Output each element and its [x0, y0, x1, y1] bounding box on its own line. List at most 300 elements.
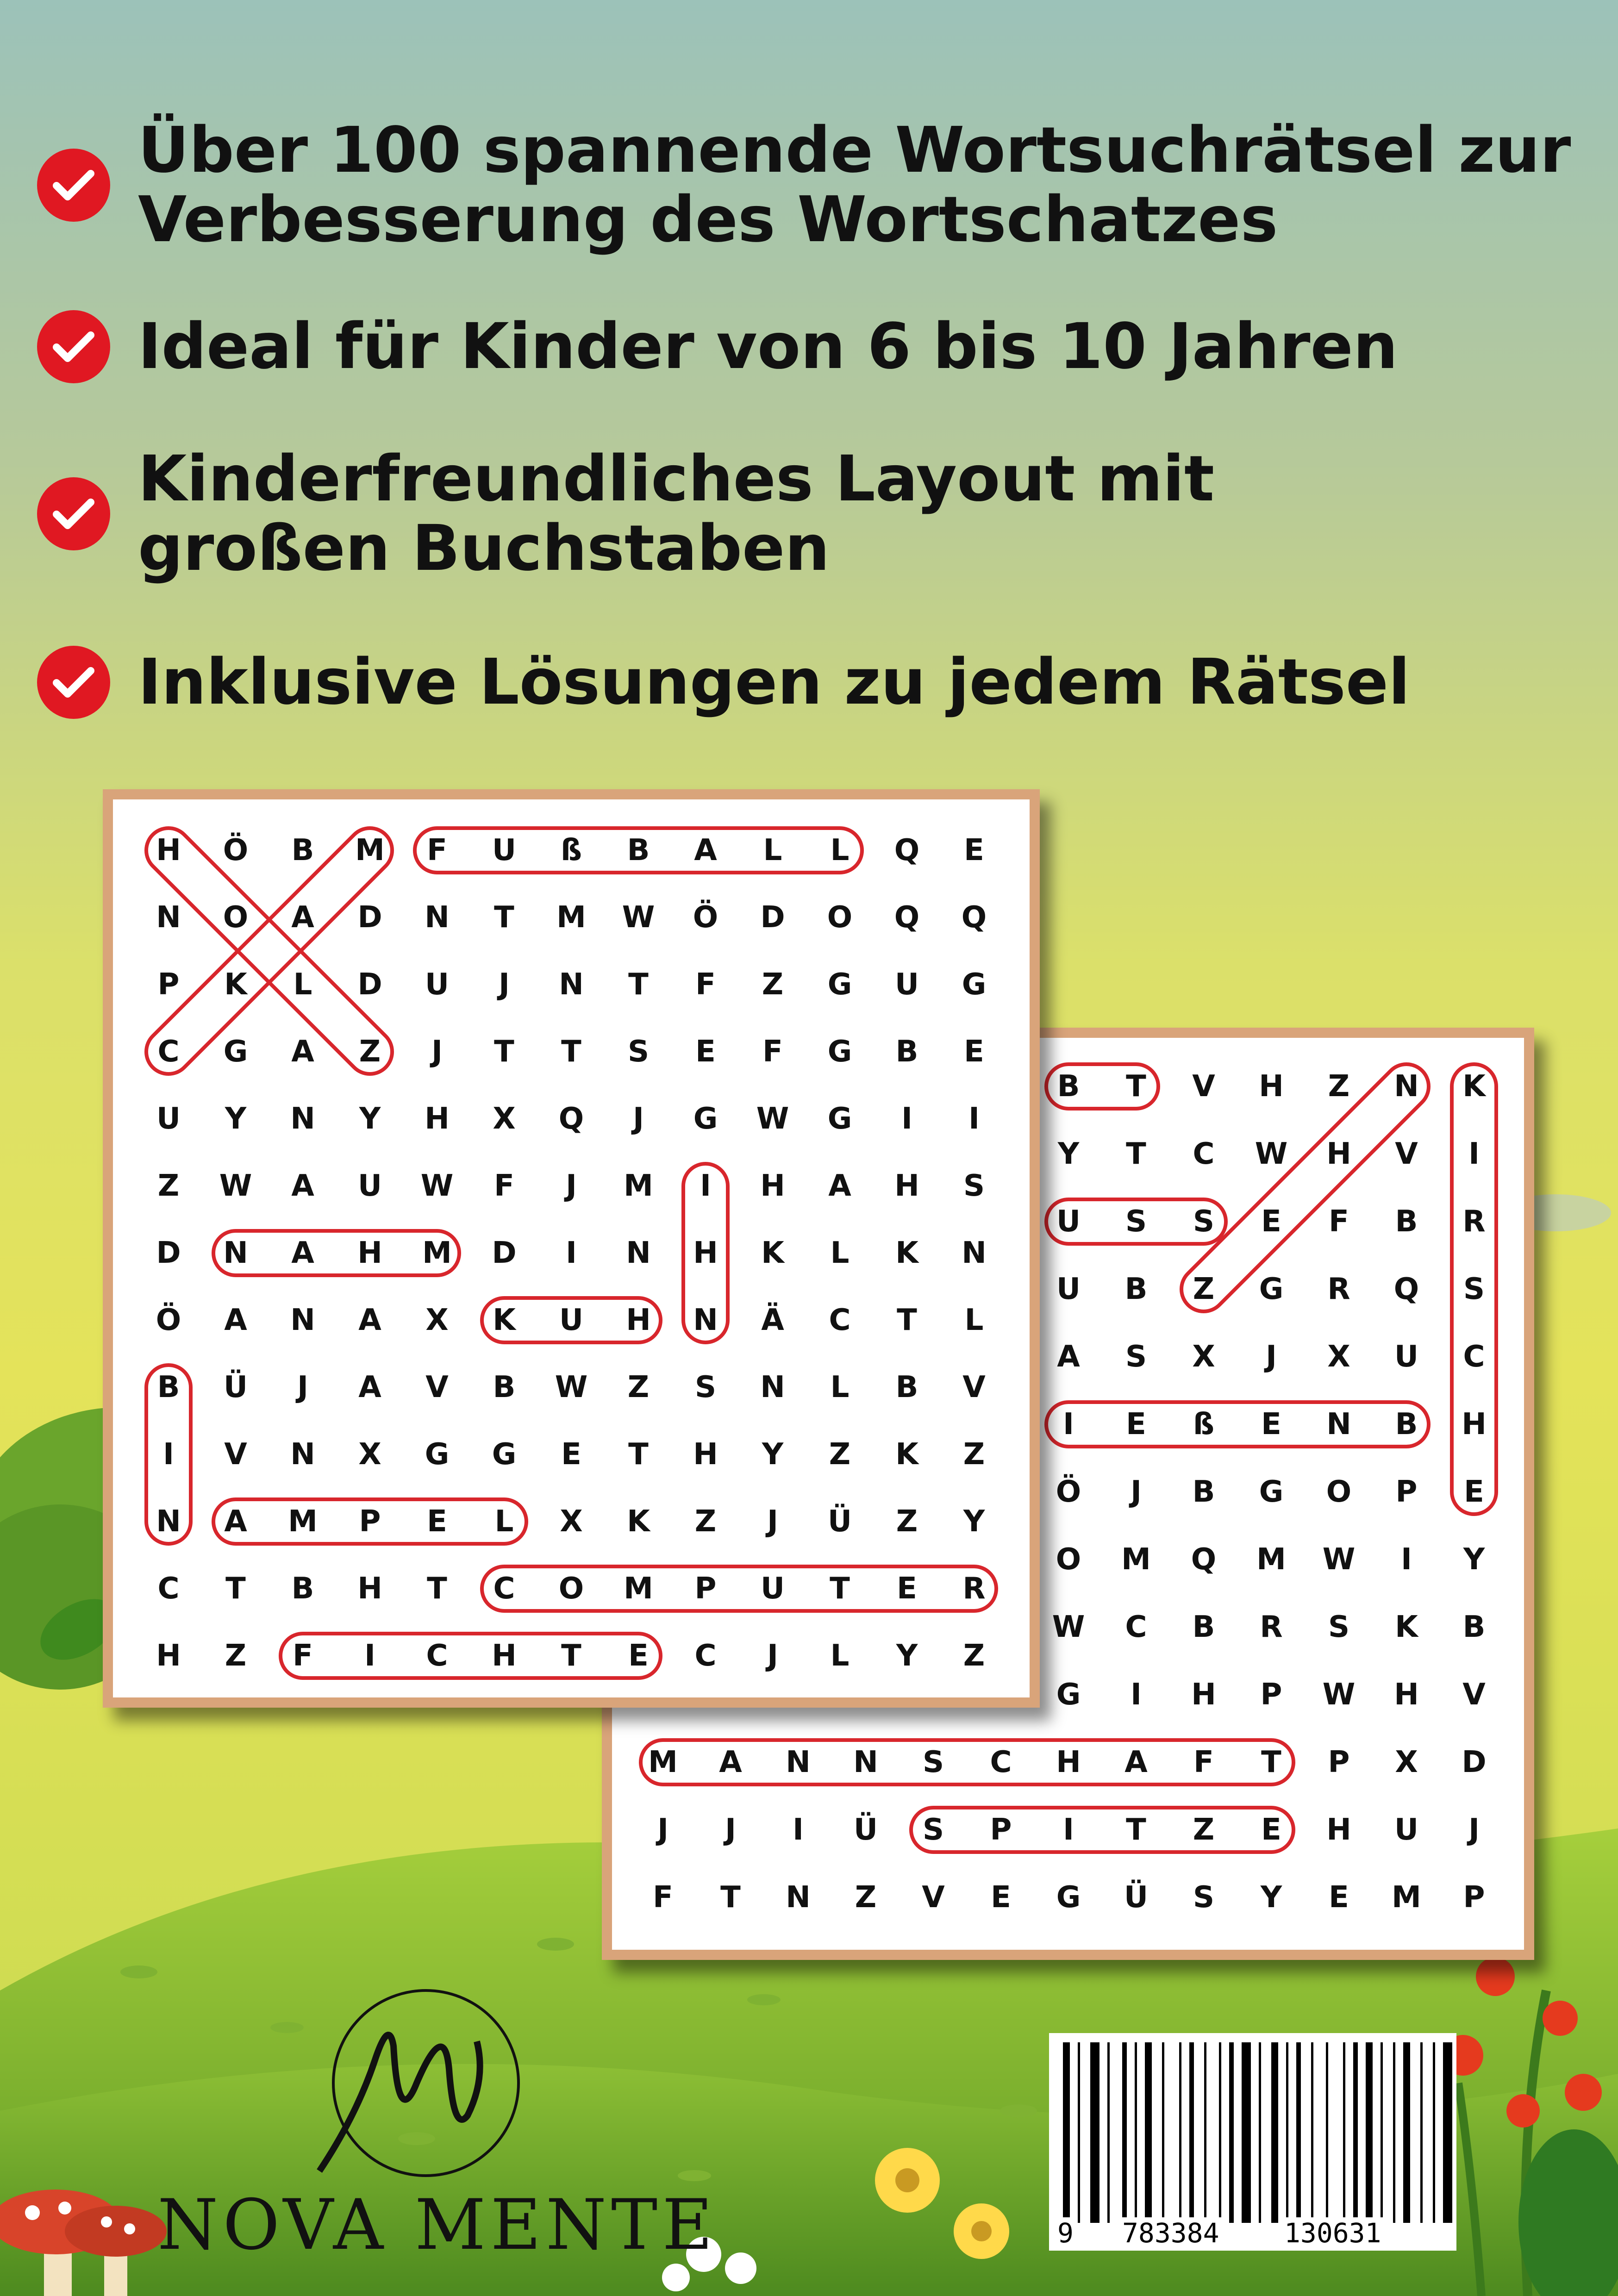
grid-letter: E	[1464, 1475, 1484, 1509]
grid-letter: E	[427, 1504, 447, 1539]
grid-letter: W	[622, 900, 655, 935]
barcode-bar	[1179, 2042, 1181, 2223]
grid-letter: Z	[896, 1504, 918, 1539]
grid-letter: R	[1260, 1610, 1283, 1644]
grid-letter: Z	[855, 1880, 877, 1915]
grid-letter: I	[1131, 1678, 1142, 1712]
grid-letter: V	[1192, 1069, 1215, 1104]
grid-letter: A	[291, 1169, 314, 1203]
grid-letter: O	[558, 1572, 584, 1606]
grid-letter: W	[219, 1169, 252, 1203]
grid-letter: F	[1193, 1745, 1214, 1779]
grid-letter: C	[157, 1035, 180, 1069]
grid-letter: G	[223, 1035, 248, 1069]
grid-letter: P	[694, 1572, 717, 1606]
grid-letter: N	[962, 1236, 987, 1270]
barcode-bar	[1219, 2042, 1221, 2223]
grid-letter: Z	[157, 1169, 180, 1203]
grid-letter: A	[358, 1370, 381, 1404]
grid-letter: B	[1462, 1610, 1486, 1644]
grid-letter: Ü	[224, 1370, 248, 1404]
grid-letter: U	[492, 833, 516, 867]
nova-mente-logo-icon	[301, 1977, 542, 2190]
grid-letter: E	[561, 1437, 581, 1472]
grid-letter: Ö	[223, 833, 249, 867]
grid-letter: F	[653, 1880, 673, 1915]
grid-letter: T	[561, 1639, 581, 1673]
grid-letter: T	[720, 1880, 741, 1915]
grid-letter: I	[968, 1102, 980, 1136]
grid-letter: N	[290, 1303, 315, 1337]
grid-letter: J	[1131, 1475, 1142, 1509]
grid-letter: T	[628, 967, 649, 1002]
grid-letter: G	[693, 1102, 718, 1136]
barcode-digit-prefix: 9	[1054, 2217, 1077, 2249]
grid-letter: G	[962, 967, 987, 1002]
grid-letter: T	[628, 1437, 649, 1472]
grid-letter: M	[1256, 1542, 1286, 1577]
grid-letter: N	[786, 1880, 811, 1915]
grid-letter: Z	[1328, 1069, 1350, 1104]
grid-letter: B	[1395, 1407, 1418, 1441]
grid-letter: P	[1395, 1475, 1418, 1509]
grid-letter: R	[1327, 1272, 1350, 1306]
barcode-bar	[1145, 2042, 1152, 2223]
grid-letter: N	[693, 1303, 718, 1337]
grid-letter: U	[358, 1169, 382, 1203]
grid-letter: S	[1125, 1340, 1147, 1374]
grid-letter: Q	[1393, 1272, 1419, 1306]
grid-letter: E	[1261, 1813, 1281, 1847]
grid-letter: P	[157, 967, 180, 1002]
grid-letter: B	[627, 833, 650, 867]
grid-letter: F	[695, 967, 716, 1002]
grid-letter: A	[694, 833, 717, 867]
barcode-bar	[1135, 2042, 1137, 2223]
feature-text: Ideal für Kinder von 6 bis 10 Jahren	[138, 310, 1398, 383]
barcode-bar	[1189, 2042, 1194, 2223]
grid-letter: J	[499, 967, 510, 1002]
grid-letter: M	[288, 1504, 318, 1539]
checkmark-icon	[37, 310, 110, 383]
grid-letter: E	[628, 1639, 649, 1673]
grid-letter: Z	[627, 1370, 650, 1404]
feature-text: Inklusive Lösungen zu jedem Rätsel	[138, 646, 1410, 719]
grid-letter: U	[1056, 1204, 1081, 1239]
grid-letter: H	[357, 1236, 382, 1270]
grid-letter: U	[1394, 1813, 1418, 1847]
barcode-bar	[1090, 2042, 1099, 2223]
grid-letter: N	[425, 900, 450, 935]
barcode-bar	[1259, 2042, 1261, 2223]
grid-letter: C	[493, 1572, 515, 1606]
grid-letter: I	[1063, 1813, 1074, 1847]
grid-letter: T	[494, 900, 514, 935]
grid-letter: E	[991, 1880, 1011, 1915]
grid-letter: W	[1052, 1610, 1085, 1644]
grid-letter: G	[827, 967, 852, 1002]
grid-letter: J	[297, 1370, 308, 1404]
grid-letter: B	[1057, 1069, 1080, 1104]
grid-letter: V	[224, 1437, 247, 1472]
grid-letter: W	[420, 1169, 454, 1203]
grid-letter: D	[156, 1236, 181, 1270]
grid-letter: Z	[762, 967, 784, 1002]
grid-letter: U	[895, 967, 919, 1002]
checkmark-icon	[37, 477, 110, 550]
feature-bullet-2	[37, 310, 1398, 383]
grid-letter: Y	[762, 1437, 784, 1472]
grid-letter: D	[357, 967, 382, 1002]
barcode-bar	[1443, 2042, 1452, 2223]
barcode-digits-left: 783384	[1118, 2217, 1223, 2249]
grid-letter: N	[223, 1236, 248, 1270]
grid-letter: B	[493, 1370, 516, 1404]
grid-letter: A	[719, 1745, 742, 1779]
grid-letter: L	[293, 967, 312, 1002]
grid-letter: H	[156, 833, 181, 867]
grid-letter: I	[901, 1102, 912, 1136]
grid-letter: O	[223, 900, 249, 935]
word-search-puzzle-front	[103, 789, 1040, 1708]
barcode-bars	[1049, 2033, 1456, 2223]
grid-letter: H	[1394, 1678, 1419, 1712]
grid-letter: T	[494, 1035, 514, 1069]
grid-letter: L	[763, 833, 782, 867]
grid-letter: H	[156, 1639, 181, 1673]
grid-letter: A	[1057, 1340, 1080, 1374]
barcode-bar	[1343, 2042, 1345, 2223]
grid-letter: B	[895, 1370, 918, 1404]
grid-letter: F	[293, 1639, 313, 1673]
grid-letter: B	[157, 1370, 180, 1404]
found-word-circle	[281, 1634, 661, 1678]
grid-letter: X	[1192, 1340, 1215, 1374]
grid-letter: K	[493, 1303, 516, 1337]
feature-text: Kinderfreundliches Layout mit großen Buchstaben	[138, 443, 1215, 585]
grid-letter: G	[1056, 1880, 1081, 1915]
grid-letter: Y	[1057, 1137, 1080, 1171]
grid-letter: C	[1125, 1610, 1147, 1644]
grid-letter: K	[1395, 1610, 1418, 1644]
grid-letter: W	[555, 1370, 588, 1404]
grid-letter: Y	[225, 1102, 247, 1136]
grid-letter: K	[895, 1236, 918, 1270]
grid-letter: U	[425, 967, 449, 1002]
grid-letter: C	[990, 1745, 1012, 1779]
grid-letter: F	[762, 1035, 783, 1069]
grid-letter: A	[224, 1504, 247, 1539]
grid-letter: V	[922, 1880, 945, 1915]
found-word-circle	[911, 1808, 1293, 1852]
grid-letter: L	[830, 1236, 850, 1270]
grid-letter: B	[1395, 1204, 1418, 1239]
barcode-bar	[1242, 2042, 1251, 2223]
grid-letter: S	[1328, 1610, 1350, 1644]
grid-letter: H	[1259, 1069, 1284, 1104]
grid-letter: K	[761, 1236, 784, 1270]
grid-letter: C	[1463, 1340, 1485, 1374]
grid-letter: F	[494, 1169, 514, 1203]
grid-letter: N	[156, 900, 181, 935]
grid-letter: A	[828, 1169, 851, 1203]
grid-letter: J	[1266, 1340, 1277, 1374]
grid-letter: P	[359, 1504, 381, 1539]
grid-letter: W	[1322, 1678, 1356, 1712]
grid-letter: T	[1126, 1069, 1146, 1104]
grid-letter: U	[1394, 1340, 1418, 1374]
grid-letter: M	[1392, 1880, 1421, 1915]
grid-letter: I	[793, 1813, 804, 1847]
grid-letter: T	[1126, 1137, 1146, 1171]
grid-letter: H	[1326, 1813, 1351, 1847]
grid-letter: W	[1322, 1542, 1356, 1577]
grid-letter: C	[829, 1303, 851, 1337]
grid-letter: L	[494, 1504, 514, 1539]
grid-letter: N	[786, 1745, 811, 1779]
grid-letter: Z	[694, 1504, 717, 1539]
grid-letter: I	[1468, 1137, 1480, 1171]
grid-letter: Ü	[854, 1813, 878, 1847]
grid-letter: P	[1260, 1678, 1282, 1712]
grid-letter: X	[425, 1303, 449, 1337]
grid-letter: L	[830, 833, 850, 867]
grid-letter: E	[1126, 1407, 1146, 1441]
grid-letter: Ö	[693, 900, 718, 935]
barcode-bar	[1063, 2042, 1070, 2223]
grid-letter: E	[897, 1572, 917, 1606]
grid-letter: V	[425, 1370, 449, 1404]
barcode-bar	[1403, 2042, 1410, 2223]
barcode-bar	[1393, 2042, 1395, 2223]
grid-letter: M	[624, 1169, 653, 1203]
found-word-circle	[1046, 1402, 1429, 1447]
grid-letter: E	[1261, 1407, 1281, 1441]
grid-letter: G	[1259, 1475, 1284, 1509]
grid-letter: D	[492, 1236, 517, 1270]
barcode-bar	[1229, 2042, 1234, 2223]
grid-letter: Y	[1463, 1542, 1485, 1577]
grid-letter: T	[427, 1572, 447, 1606]
grid-letter: E	[1329, 1880, 1349, 1915]
grid-letter: O	[1056, 1542, 1081, 1577]
grid-letter: E	[964, 833, 984, 867]
grid-letter: Q	[558, 1102, 584, 1136]
grid-letter: Z	[1193, 1272, 1215, 1306]
grid-letter: B	[1124, 1272, 1148, 1306]
feature-text: Über 100 spannende Wortsuchrätsel zur Verbesserung des Wortschatzes	[138, 114, 1571, 256]
grid-letter: D	[760, 900, 785, 935]
grid-letter: U	[1056, 1272, 1081, 1306]
barcode-bar	[1433, 2042, 1435, 2223]
grid-letter: S	[1463, 1272, 1485, 1306]
grid-letter: J	[657, 1813, 668, 1847]
grid-letter: B	[1192, 1475, 1215, 1509]
barcode-bar	[1420, 2042, 1423, 2223]
grid-letter: N	[1394, 1069, 1419, 1104]
grid-letter: H	[693, 1437, 718, 1472]
barcode-bar	[1326, 2042, 1328, 2223]
grid-letter: S	[963, 1169, 985, 1203]
grid-letter: H	[425, 1102, 450, 1136]
grid-letter: S	[1193, 1880, 1215, 1915]
grid-letter: H	[1191, 1678, 1216, 1712]
grid-letter: E	[964, 1035, 984, 1069]
grid-letter: J	[1468, 1813, 1480, 1847]
grid-letter: G	[492, 1437, 517, 1472]
checkmark-icon	[37, 149, 110, 222]
grid-letter: X	[560, 1504, 583, 1539]
grid-letter: M	[1121, 1542, 1151, 1577]
grid-letter: Z	[359, 1035, 381, 1069]
grid-letter: K	[895, 1437, 918, 1472]
grid-letter: M	[422, 1236, 452, 1270]
grid-letter: D	[1462, 1745, 1487, 1779]
grid-letter: S	[1193, 1204, 1215, 1239]
feature-bullet-4	[37, 646, 1410, 719]
grid-letter: B	[291, 833, 314, 867]
barcode-bar	[1122, 2042, 1127, 2223]
grid-letter: R	[962, 1572, 986, 1606]
grid-letter: Z	[963, 1639, 985, 1673]
barcode-bar	[1286, 2042, 1288, 2223]
grid-letter: H	[1056, 1745, 1081, 1779]
grid-letter: O	[827, 900, 853, 935]
grid-letter: A	[291, 1035, 314, 1069]
grid-letter: Q	[894, 833, 920, 867]
grid-letter: C	[157, 1572, 180, 1606]
barcode-bar	[1162, 2042, 1164, 2223]
grid-letter: H	[1462, 1407, 1487, 1441]
barcode-bar	[1311, 2042, 1313, 2223]
grid-letter: J	[431, 1035, 443, 1069]
feature-bullet-1	[37, 116, 1571, 255]
grid-letter: H	[357, 1572, 382, 1606]
grid-letter: H	[1326, 1137, 1351, 1171]
grid-letter: P	[1328, 1745, 1350, 1779]
grid-letter: Ü	[828, 1504, 852, 1539]
grid-letter: E	[1261, 1204, 1281, 1239]
grid-letter: Y	[896, 1639, 918, 1673]
grid-letter: R	[1462, 1204, 1486, 1239]
isbn-barcode	[1049, 2033, 1456, 2251]
grid-letter: U	[559, 1303, 583, 1337]
grid-letter: A	[358, 1303, 381, 1337]
grid-letter: I	[566, 1236, 577, 1270]
grid-letter: Ä	[761, 1303, 784, 1337]
grid-letter: Ö	[1056, 1475, 1081, 1509]
grid-letter: U	[156, 1102, 181, 1136]
grid-letter: X	[358, 1437, 381, 1472]
grid-letter: X	[1327, 1340, 1350, 1374]
grid-letter: H	[626, 1303, 651, 1337]
grid-letter: I	[163, 1437, 174, 1472]
grid-letter: L	[830, 1370, 850, 1404]
grid-letter: J	[767, 1504, 778, 1539]
grid-letter: J	[566, 1169, 577, 1203]
grid-letter: A	[1124, 1745, 1148, 1779]
grid-letter: S	[922, 1745, 944, 1779]
grid-letter: M	[624, 1572, 653, 1606]
grid-letter: L	[830, 1639, 850, 1673]
grid-letter: K	[224, 967, 247, 1002]
grid-letter: Q	[961, 900, 987, 935]
puzzle-grid-front	[113, 799, 1030, 1697]
grid-letter: Ü	[1124, 1880, 1148, 1915]
grid-letter: A	[291, 900, 314, 935]
grid-letter: ß	[1193, 1407, 1215, 1441]
grid-letter: Y	[963, 1504, 985, 1539]
barcode-bar	[1381, 2042, 1383, 2223]
grid-letter: N	[156, 1504, 181, 1539]
grid-letter: N	[1326, 1407, 1351, 1441]
grid-letter: W	[756, 1102, 789, 1136]
grid-letter: N	[290, 1102, 315, 1136]
grid-letter: B	[291, 1572, 314, 1606]
grid-letter: T	[1261, 1745, 1281, 1779]
grid-letter: F	[1329, 1204, 1349, 1239]
grid-letter: Q	[1191, 1542, 1217, 1577]
grid-letter: H	[894, 1169, 919, 1203]
feature-bullet-3	[37, 444, 1214, 583]
grid-letter: I	[1063, 1407, 1074, 1441]
barcode-digits-right: 130631	[1281, 2217, 1385, 2249]
grid-letter: ß	[560, 833, 582, 867]
grid-letter: N	[559, 967, 584, 1002]
grid-letter: W	[1255, 1137, 1288, 1171]
grid-letter: E	[695, 1035, 716, 1069]
grid-letter: N	[760, 1370, 785, 1404]
grid-letter: Y	[359, 1102, 381, 1136]
grid-letter: Z	[963, 1437, 985, 1472]
grid-letter: D	[357, 900, 382, 935]
grid-letter: S	[922, 1813, 944, 1847]
grid-letter: V	[962, 1370, 986, 1404]
grid-letter: B	[895, 1035, 918, 1069]
barcode-bar	[1271, 2042, 1278, 2223]
grid-letter: U	[761, 1572, 785, 1606]
grid-letter: J	[767, 1639, 778, 1673]
checkmark-icon	[37, 646, 110, 719]
grid-letter: N	[626, 1236, 651, 1270]
grid-letter: I	[1401, 1542, 1412, 1577]
grid-letter: H	[760, 1169, 785, 1203]
grid-letter: J	[633, 1102, 644, 1136]
grid-letter: S	[1125, 1204, 1147, 1239]
grid-letter: T	[1126, 1813, 1146, 1847]
grid-letter: H	[492, 1639, 517, 1673]
barcode-bar	[1078, 2042, 1080, 2223]
grid-letter: C	[426, 1639, 448, 1673]
grid-letter: Z	[829, 1437, 851, 1472]
grid-letter: Z	[1193, 1813, 1215, 1847]
barcode-bar	[1204, 2042, 1206, 2223]
grid-letter: V	[1395, 1137, 1418, 1171]
publisher-name: NOVA MENTE	[157, 2185, 718, 2265]
grid-letter: I	[700, 1169, 711, 1203]
grid-letter: Ö	[156, 1303, 181, 1337]
grid-letter: T	[897, 1303, 917, 1337]
grid-letter: F	[427, 833, 447, 867]
grid-letter: N	[290, 1437, 315, 1472]
grid-letter: T	[830, 1572, 850, 1606]
grid-letter: A	[224, 1303, 247, 1337]
barcode-bar	[1366, 2042, 1373, 2223]
grid-letter: X	[1395, 1745, 1418, 1779]
grid-letter: J	[725, 1813, 736, 1847]
grid-letter: G	[1259, 1272, 1284, 1306]
grid-letter: G	[425, 1437, 450, 1472]
